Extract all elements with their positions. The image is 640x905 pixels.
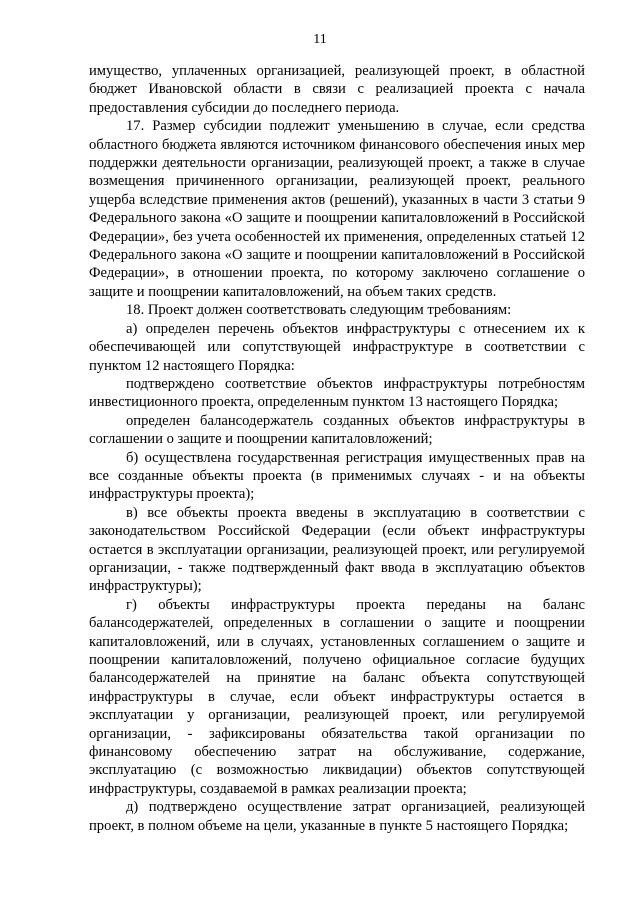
paragraph-17: 17. Размер субсидии подлежит уменьшению в случае, если средства областного бюджета являются источником финансового обеспечения иных мер поддержки деятельности организации, реализующей проект, а также в случае возмещения причиненного организации, реализующей проект, реального ущерба вследствие применения актов (решений), указанных в части 3 статьи 9 Федерального закона «О защите и поощрении капиталовложений в Российской Федерации», без учета особенностей их применения, определенных статьей 12 Федерального закона «О защите и поощрении капиталовложений в Российской Федерации», в отношении проекта, по которому заключено соглашение о защите и поощрении капиталовложений, на объем таких средств. [89,118,585,300]
paragraph-18-g: г) объекты инфраструктуры проекта переданы на баланс балансодержателей, определенных в соглашении о защите и поощрении капиталовложений, или в случаях, установленных соглашением о защите и поощрении капиталовложений, получено официальное согласие будущих балансодержателей на принятие на баланс объекта сопутствующей инфраструктуры в случае, если объект инфраструктуры остается в эксплуатации у организации, реализующей проект, или регулируемой организации, - зафиксированы обязательства такой организации по финансовому обеспечению затрат на обслуживание, содержание, эксплуатацию (с возможностью ликвидации) объектов сопутствующей инфраструктуры, создаваемой в рамках реализации проекта; [89,596,585,797]
paragraph-18-v: в) все объекты проекта введены в эксплуатацию в соответствии с законодательством Российской Федерации (если объект инфраструктуры остается в эксплуатации организации, реализующей проект, или регулируемой организации, - также подтвержденный факт ввода в эксплуатацию объектов инфраструктуры); [89,504,585,595]
paragraph-18-a: а) определен перечень объектов инфраструктуры с отнесением их к обеспечивающей или сопутствующей инфраструктуре в соответствии с пунктом 12 настоящего Порядка: [89,320,585,374]
page-number: 11 [313,32,327,47]
paragraph-18: 18. Проект должен соответствовать следующим требованиям: [126,302,512,319]
paragraph-continuation: имущество, уплаченных организацией, реализующей проект, в областной бюджет Ивановской области в связи с реализацией проекта с начала предоставления субсидии до последнего периода. [89,63,585,116]
document-body [89,62,585,835]
paragraph-18-a-sub-2: определен балансодержатель созданных объектов инфраструктуры в соглашении о защите и поощрении капиталовложений; [89,412,585,448]
paragraph-18-a-sub-1: подтверждено соответствие объектов инфраструктуры потребностям инвестиционного проекта, определенным пунктом 13 настоящего Порядка; [89,375,585,411]
paragraph-18-b: б) осуществлена государственная регистрация имущественных прав на все созданные объекты проекта (в применимых случаях - и на объекты инфраструктуры проекта); [89,449,585,503]
paragraph-18-d: д) подтверждено осуществление затрат организацией, реализующей проект, в полном объеме на цели, указанные в пункте 5 настоящего Порядка; [89,799,585,834]
